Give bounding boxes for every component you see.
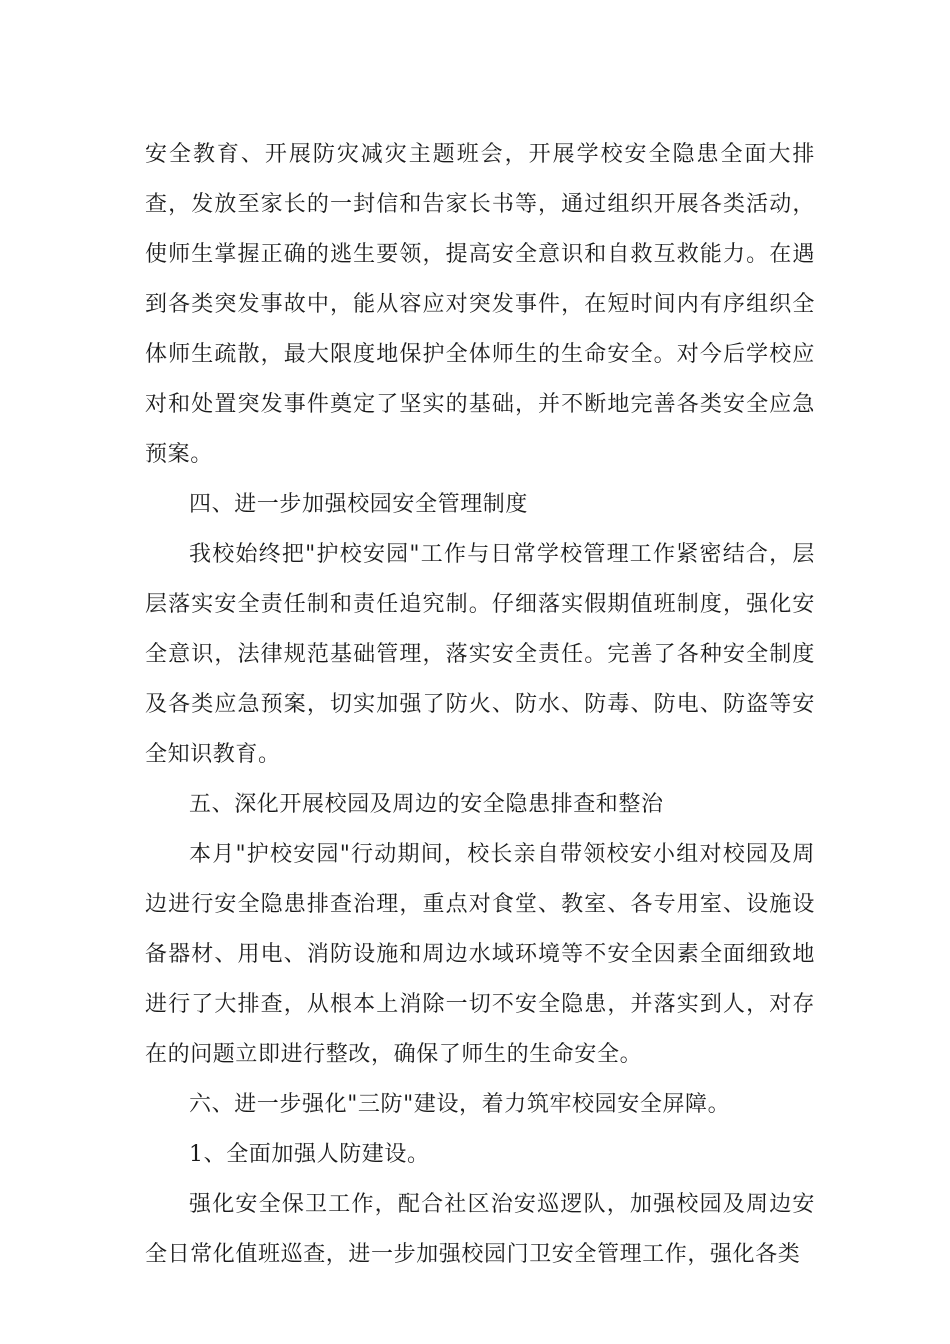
paragraph-6-1: 强化安全保卫工作，配合社区治安巡逻队，加强校园及周边安全日常化值班巡查，进一步加强校园门卫安全管理工作，强化各类: [145, 1192, 815, 1267]
subheading-6-1: 1、全面加强人防建设。: [189, 1142, 430, 1167]
heading-section-4: 四、进一步加强校园安全管理制度: [189, 492, 529, 517]
paragraph-safety-education: 安全教育、开展防灾减灾主题班会，开展学校安全隐患全面大排查，发放至家长的一封信和告家长书等，通过组织开展各类活动，使师生掌握正确的逃生要领，提高安全意识和自救互救能力。在遇到各类突发事故中，能从容应对突发事件，在短时间内有序组织全体师生疏散，最大限度地保护全体师生的生命安全。对今后学校应对和处置突发事件奠定了坚实的基础，并不断地完善各类安全应急预案。: [145, 142, 815, 467]
heading-section-6: 六、进一步强化"三防"建设，着力筑牢校园安全屏障。: [189, 1092, 731, 1117]
document-body: [145, 130, 815, 1280]
paragraph-section-4: 我校始终把"护校安园"工作与日常学校管理工作紧密结合，层层落实安全责任制和责任追究制。仔细落实假期值班制度，强化安全意识，法律规范基础管理，落实安全责任。完善了各种安全制度及各类应急预案，切实加强了防火、防水、防毒、防电、防盗等安全知识教育。: [145, 542, 815, 767]
paragraph-section-5: 本月"护校安园"行动期间，校长亲自带领校安小组对校园及周边进行安全隐患排查治理，重点对食堂、教室、各专用室、设施设备器材、用电、消防设施和周边水域环境等不安全因素全面细致地进行了大排查，从根本上消除一切不安全隐患，并落实到人，对存在的问题立即进行整改，确保了师生的生命安全。: [145, 842, 815, 1067]
heading-section-5: 五、深化开展校园及周边的安全隐患排查和整治: [189, 792, 664, 817]
